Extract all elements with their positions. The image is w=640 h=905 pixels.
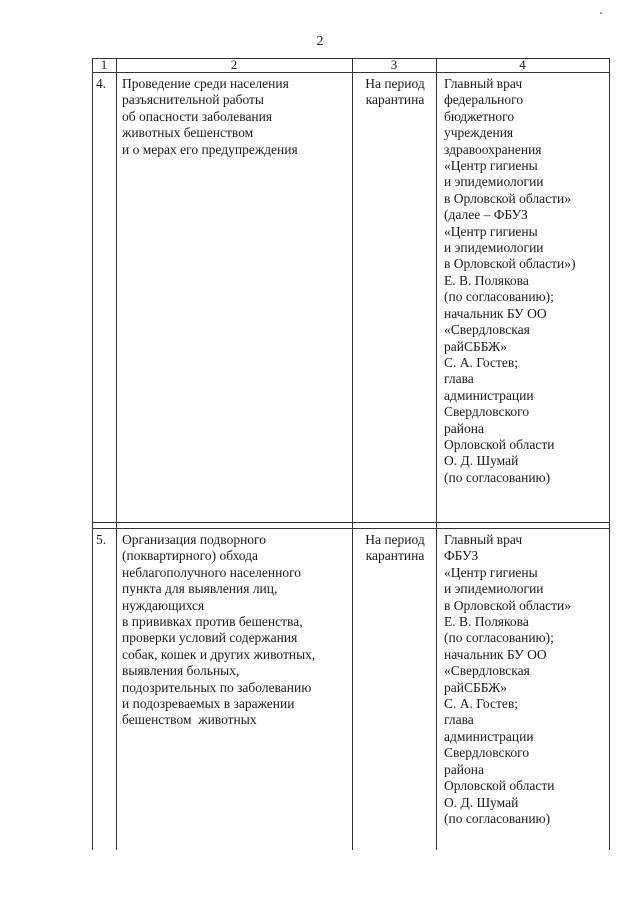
column-header-4: 4 — [519, 57, 526, 72]
responsible-cell: Главный врач федерального бюджетного учреждения здравоохранения «Центр гигиены и эпидемиологии в Орловской области» (далее – ФБУЗ «Центр гигиены и эпидемиологии в Орловской области») Е. В. Полякова (по согласованию); начальник БУ ОО «Свердловская райСББЖ» С. А. Гостев; глава администрации Свердловского района Орловской области О. Д. Шумай (по согласованию) — [444, 76, 576, 485]
column-header-2: 2 — [230, 57, 238, 72]
row-number: 5. — [96, 532, 107, 547]
page-number: 2 — [316, 34, 324, 49]
activity-cell: Организация подворного (поквартирного) обхода неблагополучного населенного пункта для выявления лиц, нуждающихся в прививках против бешенства, проверки условий содержания собак, кошек и других животных, выявления больных, подозрительных по заболеванию и подозреваемых в заражении бешенством животных — [122, 532, 316, 728]
period-cell: На период карантина — [365, 532, 425, 564]
column-divider-2 — [352, 58, 353, 850]
period-cell: На период карантина — [365, 76, 425, 108]
row-number: 4. — [96, 76, 107, 91]
table-border-left — [92, 58, 93, 850]
table-border-right — [609, 58, 610, 850]
measures-table — [92, 58, 610, 850]
column-header-1: 1 — [100, 57, 108, 72]
row-divider-2 — [92, 528, 610, 529]
row-divider-1 — [92, 522, 610, 523]
header-row-divider — [92, 72, 610, 73]
responsible-cell: Главный врач ФБУЗ «Центр гигиены и эпидемиологии в Орловской области» Е. В. Полякова (по согласованию); начальник БУ ОО «Свердловская райСББЖ» С. А. Гостев; глава администрации Свердловского района Орловской области О. Д. Шумай (по согласованию) — [444, 532, 571, 826]
column-divider-3 — [436, 58, 437, 850]
scan-speck — [600, 12, 602, 14]
column-header-3: 3 — [390, 57, 398, 72]
activity-cell: Проведение среди населения разъяснительной работы об опасности заболевания животных бешенством и о мерах его предупреждения — [122, 76, 298, 157]
column-divider-1 — [116, 58, 117, 850]
